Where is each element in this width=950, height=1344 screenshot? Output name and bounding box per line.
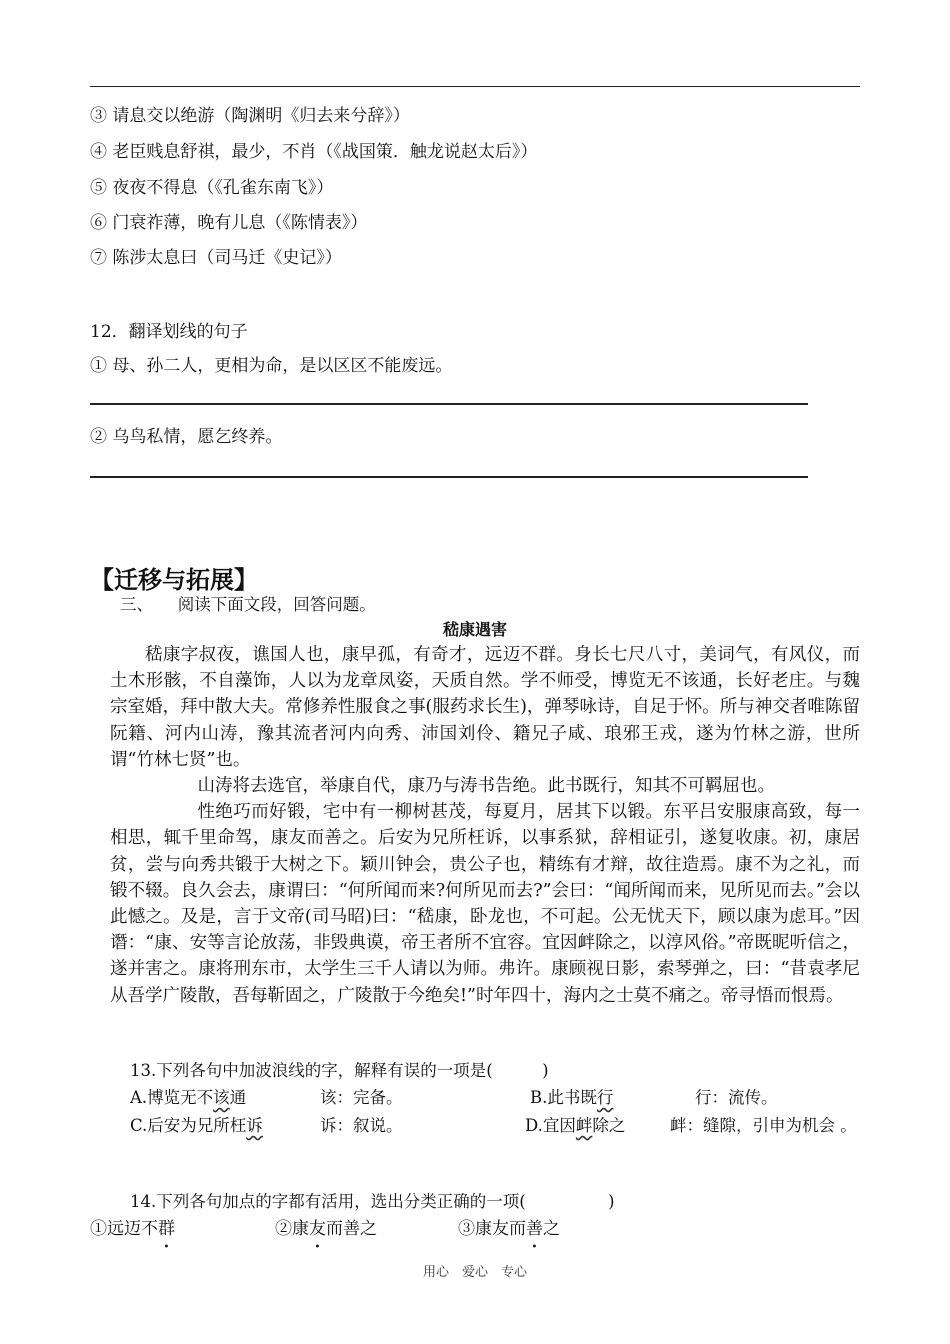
option-text: 宜因 (542, 1116, 576, 1135)
section-instruction: 三、 阅读下面文段，回答问题。 (120, 595, 376, 614)
q14-option-1[interactable] (90, 1214, 175, 1239)
answer-line-2[interactable] (90, 476, 808, 478)
option-c-gloss: 诉：叙说。 (320, 1116, 403, 1135)
list-item: ⑥ 门衰祚薄，晚有儿息（《陈情表》） (90, 213, 368, 233)
option-label: B. (530, 1088, 548, 1107)
wavy-char: 诉 (246, 1116, 263, 1135)
option-text: 后安为兄所枉 (147, 1116, 247, 1135)
option-text: 而善之 (326, 1219, 377, 1239)
top-rule (90, 86, 860, 87)
answer-line-1[interactable] (90, 403, 808, 405)
question-12-title: 12．翻译划线的句子 (90, 322, 248, 342)
option-b-gloss: 行：流传。 (695, 1088, 778, 1107)
option-text: 博览无不 (147, 1088, 214, 1107)
question-12-sentence-1: ① 母、孙二人，更相为命，是以区区不能废远。 (90, 356, 453, 376)
option-text: ①远迈不 (90, 1219, 158, 1239)
option-text: 除之 (592, 1116, 626, 1135)
page-footer (0, 1261, 950, 1280)
option-label: A. (130, 1088, 148, 1107)
list-item: ⑤ 夜夜不得息（《孔雀东南飞》） (90, 178, 334, 198)
list-item: ④ 老臣贱息舒祺，最少，不肖（《战国策．触龙说赵太后》） (90, 142, 538, 162)
option-label: C. (130, 1116, 148, 1135)
option-text: ③康友而 (458, 1219, 526, 1239)
wavy-char: 衅 (575, 1116, 593, 1135)
list-item: ③ 请息交以绝游（陶渊明《归去来兮辞》） (90, 106, 410, 126)
question-13-stem: 13.下列各句中加波浪线的字，解释有误的一项是( ) (130, 1061, 549, 1080)
option-text: 通 (229, 1088, 247, 1107)
wavy-char: 该 (213, 1088, 230, 1107)
q14-option-2[interactable] (275, 1214, 377, 1239)
passage-title (0, 617, 950, 640)
option-b[interactable] (530, 1084, 613, 1108)
passage-title-text: 嵇康遇害 (442, 620, 507, 639)
dotted-char: 善 (526, 1219, 543, 1239)
option-label: D. (525, 1116, 543, 1135)
option-d[interactable] (525, 1112, 625, 1136)
option-text: 之 (543, 1219, 560, 1239)
dotted-char: 群 (158, 1219, 175, 1239)
option-c[interactable] (130, 1112, 263, 1136)
passage-paragraph: 嵇康字叔夜，谯国人也，康早孤，有奇才，远迈不群。身长七尺八寸，美词气，有风仪，而土木形骸，不自藻饰，人以为龙章凤姿，天质自然。学不师受，博览无不该通，长好老庄。与魏宗室婚，拜中散大夫。常修养性服食之事(服药求长生)，弹琴咏诗，自足于怀。所与神交者唯陈留阮籍、河内山涛，豫其流者河内向秀、沛国刘伶、籍兄子咸、琅邪王戎，遂为竹林之游，世所谓“竹林七贤”也。 (110, 645, 860, 770)
question-14-stem: 14.下列各句加点的字都有活用，选出分类正确的一项( ) (130, 1192, 615, 1211)
section-title: 【迁移与拓展】 (90, 566, 258, 594)
q14-option-3[interactable] (458, 1214, 560, 1239)
footer-text: 用心 爱心 专心 (422, 1265, 527, 1280)
passage-paragraph: 性绝巧而好锻，宅中有一柳树甚茂，每夏月，居其下以锻。东平吕安服康高致，每一相思，辄千里命驾，康友而善之。后安为兄所枉诉，以事系狱，辞相证引，遂复收康。初，康居贫，尝与向秀共锻于大树之下。颖川钟会，贵公子也，精练有才辩，故往造焉。康不为之礼，而锻不辍。良久会去，康谓曰：“何所闻而来?何所见而去?”会曰：“闻所闻而来，见所见而去。”会以此憾之。及是，言于文帝(司马昭)曰：“嵇康，卧龙也，不可起。公无忧天下，顾以康为虑耳。”因谮：“康、安等言论放荡，非毁典谟，帝王者所不宜容。宜因衅除之，以淳风俗。”帝既昵听信之，遂并害之。康将刑东市，太学生三千人请以为师。弗许。康顾视日影，索琴弹之，曰：“昔袁孝尼从吾学广陵散，吾每靳固之，广陵散于今绝矣!”时年四十，海内之士莫不痛之。帝寻悟而恨焉。 (110, 802, 860, 1006)
option-d-gloss: 衅：缝隙，引申为机会 。 (670, 1116, 857, 1135)
option-text: ②康 (275, 1219, 309, 1239)
wavy-char: 行 (596, 1088, 614, 1107)
dotted-char: 友 (309, 1219, 326, 1239)
option-a[interactable] (130, 1084, 246, 1108)
option-text: 此书既 (547, 1088, 597, 1107)
option-a-gloss: 该：完备。 (320, 1088, 403, 1107)
passage-paragraph: 山涛将去选官，举康自代，康乃与涛书告绝。此书既行，知其不可羁屈也。 (197, 776, 775, 797)
passage-body (110, 642, 860, 1009)
list-item: ⑦ 陈涉太息曰（司马迁《史记》） (90, 248, 342, 268)
question-12-sentence-2: ② 乌鸟私情，愿乞终养。 (90, 427, 283, 447)
